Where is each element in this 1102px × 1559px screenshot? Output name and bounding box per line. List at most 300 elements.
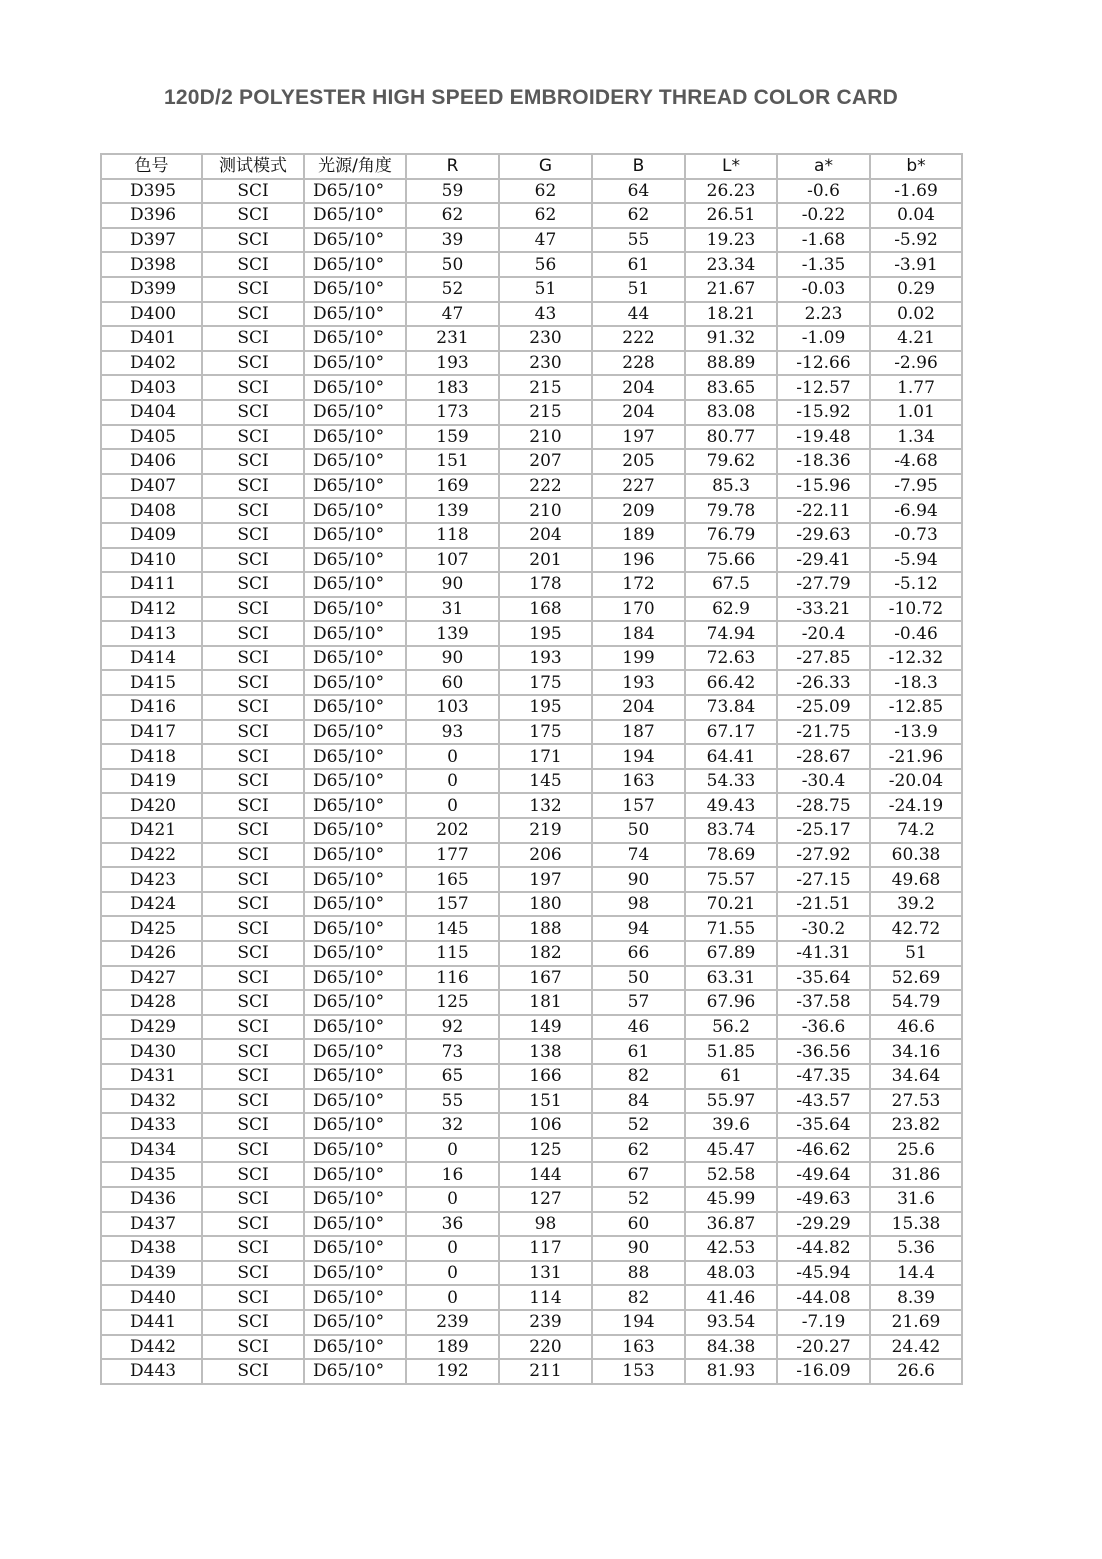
cell-bstar: 34.16 bbox=[870, 1039, 962, 1064]
cell-g: 207 bbox=[499, 449, 592, 474]
cell-l: 51.85 bbox=[685, 1039, 777, 1064]
cell-illuminant: D65/10° bbox=[304, 1359, 406, 1384]
table-row bbox=[101, 523, 962, 548]
cell-bstar: 1.34 bbox=[870, 425, 962, 450]
cell-l: 81.93 bbox=[685, 1359, 777, 1384]
cell-code: D401 bbox=[101, 326, 202, 351]
table-row bbox=[101, 670, 962, 695]
cell-g: 180 bbox=[499, 892, 592, 917]
cell-code: D415 bbox=[101, 670, 202, 695]
cell-l: 88.89 bbox=[685, 351, 777, 376]
cell-g: 188 bbox=[499, 916, 592, 941]
cell-code: D408 bbox=[101, 498, 202, 523]
cell-g: 219 bbox=[499, 818, 592, 843]
cell-a: -41.31 bbox=[777, 941, 870, 966]
cell-mode: SCI bbox=[202, 1335, 304, 1360]
cell-a: -49.64 bbox=[777, 1162, 870, 1187]
cell-illuminant: D65/10° bbox=[304, 867, 406, 892]
cell-r: 47 bbox=[406, 302, 499, 327]
cell-b: 57 bbox=[592, 990, 685, 1015]
cell-illuminant: D65/10° bbox=[304, 1039, 406, 1064]
cell-l: 23.34 bbox=[685, 252, 777, 277]
cell-g: 98 bbox=[499, 1212, 592, 1237]
cell-bstar: 4.21 bbox=[870, 326, 962, 351]
table-row bbox=[101, 793, 962, 818]
cell-illuminant: D65/10° bbox=[304, 252, 406, 277]
cell-illuminant: D65/10° bbox=[304, 375, 406, 400]
cell-g: 106 bbox=[499, 1113, 592, 1138]
cell-l: 36.87 bbox=[685, 1212, 777, 1237]
cell-mode: SCI bbox=[202, 1113, 304, 1138]
cell-l: 80.77 bbox=[685, 425, 777, 450]
cell-a: -7.19 bbox=[777, 1310, 870, 1335]
cell-a: -20.27 bbox=[777, 1335, 870, 1360]
cell-code: D432 bbox=[101, 1089, 202, 1114]
cell-r: 192 bbox=[406, 1359, 499, 1384]
table-row bbox=[101, 252, 962, 277]
cell-mode: SCI bbox=[202, 1064, 304, 1089]
table-row bbox=[101, 892, 962, 917]
cell-mode: SCI bbox=[202, 695, 304, 720]
cell-l: 48.03 bbox=[685, 1261, 777, 1286]
table-row bbox=[101, 351, 962, 376]
cell-l: 84.38 bbox=[685, 1335, 777, 1360]
cell-illuminant: D65/10° bbox=[304, 425, 406, 450]
table-row bbox=[101, 1285, 962, 1310]
cell-bstar: 74.2 bbox=[870, 818, 962, 843]
cell-b: 196 bbox=[592, 548, 685, 573]
cell-r: 59 bbox=[406, 179, 499, 204]
cell-code: D417 bbox=[101, 720, 202, 745]
color-card-table bbox=[100, 153, 963, 1385]
cell-r: 0 bbox=[406, 1261, 499, 1286]
table-row bbox=[101, 621, 962, 646]
cell-r: 165 bbox=[406, 867, 499, 892]
cell-a: -45.94 bbox=[777, 1261, 870, 1286]
cell-r: 52 bbox=[406, 277, 499, 302]
cell-r: 157 bbox=[406, 892, 499, 917]
cell-illuminant: D65/10° bbox=[304, 1187, 406, 1212]
cell-illuminant: D65/10° bbox=[304, 400, 406, 425]
cell-bstar: 26.6 bbox=[870, 1359, 962, 1384]
table-row bbox=[101, 1089, 962, 1114]
cell-bstar: 0.29 bbox=[870, 277, 962, 302]
cell-g: 127 bbox=[499, 1187, 592, 1212]
cell-b: 205 bbox=[592, 449, 685, 474]
cell-code: D433 bbox=[101, 1113, 202, 1138]
cell-r: 125 bbox=[406, 990, 499, 1015]
cell-illuminant: D65/10° bbox=[304, 302, 406, 327]
cell-r: 65 bbox=[406, 1064, 499, 1089]
table-row bbox=[101, 1015, 962, 1040]
cell-b: 204 bbox=[592, 400, 685, 425]
cell-r: 239 bbox=[406, 1310, 499, 1335]
cell-l: 45.47 bbox=[685, 1138, 777, 1163]
cell-mode: SCI bbox=[202, 1310, 304, 1335]
cell-l: 67.17 bbox=[685, 720, 777, 745]
cell-mode: SCI bbox=[202, 375, 304, 400]
cell-g: 206 bbox=[499, 843, 592, 868]
cell-mode: SCI bbox=[202, 548, 304, 573]
cell-mode: SCI bbox=[202, 1089, 304, 1114]
cell-code: D406 bbox=[101, 449, 202, 474]
cell-g: 47 bbox=[499, 228, 592, 253]
cell-illuminant: D65/10° bbox=[304, 1015, 406, 1040]
cell-g: 215 bbox=[499, 400, 592, 425]
cell-illuminant: D65/10° bbox=[304, 990, 406, 1015]
cell-a: -15.92 bbox=[777, 400, 870, 425]
cell-r: 0 bbox=[406, 1285, 499, 1310]
cell-g: 149 bbox=[499, 1015, 592, 1040]
cell-bstar: -0.73 bbox=[870, 523, 962, 548]
cell-bstar: 5.36 bbox=[870, 1236, 962, 1261]
cell-bstar: 14.4 bbox=[870, 1261, 962, 1286]
cell-illuminant: D65/10° bbox=[304, 228, 406, 253]
cell-g: 193 bbox=[499, 646, 592, 671]
cell-g: 62 bbox=[499, 179, 592, 204]
table-row bbox=[101, 597, 962, 622]
cell-r: 145 bbox=[406, 916, 499, 941]
cell-g: 125 bbox=[499, 1138, 592, 1163]
cell-r: 0 bbox=[406, 1187, 499, 1212]
cell-a: -37.58 bbox=[777, 990, 870, 1015]
cell-g: 166 bbox=[499, 1064, 592, 1089]
cell-l: 67.96 bbox=[685, 990, 777, 1015]
cell-mode: SCI bbox=[202, 941, 304, 966]
cell-l: 26.23 bbox=[685, 179, 777, 204]
cell-g: 114 bbox=[499, 1285, 592, 1310]
cell-l: 18.21 bbox=[685, 302, 777, 327]
page-title: 120D/2 POLYESTER HIGH SPEED EMBROIDERY THREAD COLOR CARD bbox=[164, 86, 898, 109]
table-row bbox=[101, 449, 962, 474]
table-row bbox=[101, 1359, 962, 1384]
cell-r: 103 bbox=[406, 695, 499, 720]
cell-bstar: 15.38 bbox=[870, 1212, 962, 1237]
cell-r: 173 bbox=[406, 400, 499, 425]
cell-b: 82 bbox=[592, 1285, 685, 1310]
cell-bstar: 31.86 bbox=[870, 1162, 962, 1187]
cell-b: 64 bbox=[592, 179, 685, 204]
cell-l: 62.9 bbox=[685, 597, 777, 622]
table-row bbox=[101, 916, 962, 941]
cell-b: 163 bbox=[592, 1335, 685, 1360]
cell-code: D437 bbox=[101, 1212, 202, 1237]
cell-a: -47.35 bbox=[777, 1064, 870, 1089]
cell-b: 222 bbox=[592, 326, 685, 351]
cell-code: D413 bbox=[101, 621, 202, 646]
cell-a: -27.85 bbox=[777, 646, 870, 671]
cell-mode: SCI bbox=[202, 1138, 304, 1163]
table-row bbox=[101, 695, 962, 720]
cell-a: -28.67 bbox=[777, 744, 870, 769]
cell-l: 83.08 bbox=[685, 400, 777, 425]
cell-b: 197 bbox=[592, 425, 685, 450]
cell-g: 220 bbox=[499, 1335, 592, 1360]
cell-b: 209 bbox=[592, 498, 685, 523]
cell-code: D435 bbox=[101, 1162, 202, 1187]
cell-illuminant: D65/10° bbox=[304, 1162, 406, 1187]
cell-illuminant: D65/10° bbox=[304, 572, 406, 597]
cell-l: 56.2 bbox=[685, 1015, 777, 1040]
table-row bbox=[101, 302, 962, 327]
cell-bstar: 39.2 bbox=[870, 892, 962, 917]
cell-l: 83.65 bbox=[685, 375, 777, 400]
cell-a: -30.2 bbox=[777, 916, 870, 941]
cell-mode: SCI bbox=[202, 818, 304, 843]
cell-bstar: 54.79 bbox=[870, 990, 962, 1015]
cell-illuminant: D65/10° bbox=[304, 1064, 406, 1089]
cell-bstar: -12.32 bbox=[870, 646, 962, 671]
cell-b: 194 bbox=[592, 1310, 685, 1335]
cell-code: D419 bbox=[101, 769, 202, 794]
cell-code: D412 bbox=[101, 597, 202, 622]
table-row bbox=[101, 1138, 962, 1163]
cell-r: 139 bbox=[406, 621, 499, 646]
cell-bstar: 23.82 bbox=[870, 1113, 962, 1138]
cell-a: -19.48 bbox=[777, 425, 870, 450]
cell-mode: SCI bbox=[202, 670, 304, 695]
cell-illuminant: D65/10° bbox=[304, 1113, 406, 1138]
cell-mode: SCI bbox=[202, 498, 304, 523]
cell-l: 74.94 bbox=[685, 621, 777, 646]
table-row bbox=[101, 277, 962, 302]
cell-b: 51 bbox=[592, 277, 685, 302]
cell-l: 19.23 bbox=[685, 228, 777, 253]
cell-b: 187 bbox=[592, 720, 685, 745]
cell-bstar: 49.68 bbox=[870, 867, 962, 892]
cell-mode: SCI bbox=[202, 474, 304, 499]
cell-l: 71.55 bbox=[685, 916, 777, 941]
cell-illuminant: D65/10° bbox=[304, 818, 406, 843]
cell-mode: SCI bbox=[202, 1261, 304, 1286]
cell-r: 90 bbox=[406, 572, 499, 597]
cell-g: 197 bbox=[499, 867, 592, 892]
cell-mode: SCI bbox=[202, 744, 304, 769]
cell-mode: SCI bbox=[202, 1162, 304, 1187]
table-row bbox=[101, 941, 962, 966]
cell-code: D410 bbox=[101, 548, 202, 573]
table-row bbox=[101, 1162, 962, 1187]
cell-code: D443 bbox=[101, 1359, 202, 1384]
cell-a: -29.63 bbox=[777, 523, 870, 548]
cell-illuminant: D65/10° bbox=[304, 720, 406, 745]
cell-illuminant: D65/10° bbox=[304, 1261, 406, 1286]
cell-a: -25.09 bbox=[777, 695, 870, 720]
cell-illuminant: D65/10° bbox=[304, 941, 406, 966]
cell-illuminant: D65/10° bbox=[304, 621, 406, 646]
cell-b: 44 bbox=[592, 302, 685, 327]
table-row bbox=[101, 867, 962, 892]
cell-r: 183 bbox=[406, 375, 499, 400]
cell-bstar: -7.95 bbox=[870, 474, 962, 499]
cell-code: D400 bbox=[101, 302, 202, 327]
cell-r: 118 bbox=[406, 523, 499, 548]
cell-a: -29.41 bbox=[777, 548, 870, 573]
cell-l: 78.69 bbox=[685, 843, 777, 868]
cell-r: 0 bbox=[406, 1236, 499, 1261]
cell-b: 61 bbox=[592, 252, 685, 277]
cell-code: D420 bbox=[101, 793, 202, 818]
cell-a: -16.09 bbox=[777, 1359, 870, 1384]
table-row bbox=[101, 1113, 962, 1138]
table-row bbox=[101, 179, 962, 204]
cell-r: 90 bbox=[406, 646, 499, 671]
cell-a: -21.51 bbox=[777, 892, 870, 917]
table-row bbox=[101, 1187, 962, 1212]
cell-mode: SCI bbox=[202, 1039, 304, 1064]
cell-bstar: 27.53 bbox=[870, 1089, 962, 1114]
table-row bbox=[101, 400, 962, 425]
cell-bstar: -10.72 bbox=[870, 597, 962, 622]
cell-bstar: -4.68 bbox=[870, 449, 962, 474]
cell-l: 61 bbox=[685, 1064, 777, 1089]
cell-b: 84 bbox=[592, 1089, 685, 1114]
cell-a: -36.6 bbox=[777, 1015, 870, 1040]
cell-g: 167 bbox=[499, 966, 592, 991]
cell-r: 60 bbox=[406, 670, 499, 695]
cell-mode: SCI bbox=[202, 769, 304, 794]
cell-r: 32 bbox=[406, 1113, 499, 1138]
cell-g: 211 bbox=[499, 1359, 592, 1384]
cell-bstar: -6.94 bbox=[870, 498, 962, 523]
cell-illuminant: D65/10° bbox=[304, 351, 406, 376]
cell-code: D396 bbox=[101, 203, 202, 228]
cell-g: 178 bbox=[499, 572, 592, 597]
cell-code: D423 bbox=[101, 867, 202, 892]
cell-g: 117 bbox=[499, 1236, 592, 1261]
cell-g: 56 bbox=[499, 252, 592, 277]
table-row bbox=[101, 1212, 962, 1237]
cell-code: D427 bbox=[101, 966, 202, 991]
cell-b: 52 bbox=[592, 1187, 685, 1212]
cell-b: 88 bbox=[592, 1261, 685, 1286]
cell-mode: SCI bbox=[202, 425, 304, 450]
cell-g: 230 bbox=[499, 351, 592, 376]
cell-code: D434 bbox=[101, 1138, 202, 1163]
cell-g: 210 bbox=[499, 498, 592, 523]
cell-l: 21.67 bbox=[685, 277, 777, 302]
cell-g: 62 bbox=[499, 203, 592, 228]
cell-b: 228 bbox=[592, 351, 685, 376]
cell-mode: SCI bbox=[202, 1187, 304, 1212]
header-cell-g: G bbox=[499, 154, 592, 179]
table-row bbox=[101, 1261, 962, 1286]
table-row bbox=[101, 203, 962, 228]
cell-bstar: -2.96 bbox=[870, 351, 962, 376]
cell-illuminant: D65/10° bbox=[304, 326, 406, 351]
cell-l: 85.3 bbox=[685, 474, 777, 499]
cell-code: D430 bbox=[101, 1039, 202, 1064]
cell-illuminant: D65/10° bbox=[304, 474, 406, 499]
header-cell-bstar: b* bbox=[870, 154, 962, 179]
cell-l: 79.78 bbox=[685, 498, 777, 523]
cell-b: 98 bbox=[592, 892, 685, 917]
cell-b: 50 bbox=[592, 966, 685, 991]
table-row bbox=[101, 720, 962, 745]
cell-illuminant: D65/10° bbox=[304, 892, 406, 917]
cell-mode: SCI bbox=[202, 621, 304, 646]
cell-code: D438 bbox=[101, 1236, 202, 1261]
cell-b: 170 bbox=[592, 597, 685, 622]
cell-code: D426 bbox=[101, 941, 202, 966]
cell-illuminant: D65/10° bbox=[304, 769, 406, 794]
cell-mode: SCI bbox=[202, 277, 304, 302]
cell-code: D436 bbox=[101, 1187, 202, 1212]
cell-b: 204 bbox=[592, 375, 685, 400]
cell-a: -33.21 bbox=[777, 597, 870, 622]
cell-b: 172 bbox=[592, 572, 685, 597]
cell-l: 76.79 bbox=[685, 523, 777, 548]
cell-l: 67.89 bbox=[685, 941, 777, 966]
table-row bbox=[101, 843, 962, 868]
cell-code: D422 bbox=[101, 843, 202, 868]
cell-bstar: 46.6 bbox=[870, 1015, 962, 1040]
cell-illuminant: D65/10° bbox=[304, 744, 406, 769]
cell-a: -0.03 bbox=[777, 277, 870, 302]
cell-a: -21.75 bbox=[777, 720, 870, 745]
cell-l: 64.41 bbox=[685, 744, 777, 769]
cell-b: 184 bbox=[592, 621, 685, 646]
table-row bbox=[101, 1335, 962, 1360]
table-row bbox=[101, 744, 962, 769]
cell-r: 50 bbox=[406, 252, 499, 277]
table-row bbox=[101, 228, 962, 253]
cell-a: -29.29 bbox=[777, 1212, 870, 1237]
cell-illuminant: D65/10° bbox=[304, 1285, 406, 1310]
header-cell-mode: 测试模式 bbox=[202, 154, 304, 179]
cell-mode: SCI bbox=[202, 966, 304, 991]
table-row bbox=[101, 474, 962, 499]
cell-illuminant: D65/10° bbox=[304, 1335, 406, 1360]
cell-b: 227 bbox=[592, 474, 685, 499]
cell-mode: SCI bbox=[202, 1212, 304, 1237]
cell-mode: SCI bbox=[202, 351, 304, 376]
cell-bstar: 60.38 bbox=[870, 843, 962, 868]
table-row bbox=[101, 572, 962, 597]
table-row bbox=[101, 1064, 962, 1089]
cell-l: 79.62 bbox=[685, 449, 777, 474]
cell-r: 39 bbox=[406, 228, 499, 253]
cell-code: D429 bbox=[101, 1015, 202, 1040]
cell-illuminant: D65/10° bbox=[304, 277, 406, 302]
cell-bstar: -13.9 bbox=[870, 720, 962, 745]
cell-b: 61 bbox=[592, 1039, 685, 1064]
cell-b: 157 bbox=[592, 793, 685, 818]
cell-b: 67 bbox=[592, 1162, 685, 1187]
cell-mode: SCI bbox=[202, 400, 304, 425]
cell-code: D403 bbox=[101, 375, 202, 400]
cell-code: D428 bbox=[101, 990, 202, 1015]
cell-l: 41.46 bbox=[685, 1285, 777, 1310]
cell-code: D407 bbox=[101, 474, 202, 499]
header-cell-code: 色号 bbox=[101, 154, 202, 179]
cell-r: 62 bbox=[406, 203, 499, 228]
cell-bstar: 51 bbox=[870, 941, 962, 966]
cell-code: D425 bbox=[101, 916, 202, 941]
cell-g: 168 bbox=[499, 597, 592, 622]
cell-b: 194 bbox=[592, 744, 685, 769]
cell-illuminant: D65/10° bbox=[304, 179, 406, 204]
cell-l: 67.5 bbox=[685, 572, 777, 597]
cell-l: 83.74 bbox=[685, 818, 777, 843]
cell-bstar: -12.85 bbox=[870, 695, 962, 720]
cell-g: 182 bbox=[499, 941, 592, 966]
cell-b: 55 bbox=[592, 228, 685, 253]
cell-r: 73 bbox=[406, 1039, 499, 1064]
cell-g: 175 bbox=[499, 720, 592, 745]
cell-code: D398 bbox=[101, 252, 202, 277]
cell-a: -15.96 bbox=[777, 474, 870, 499]
